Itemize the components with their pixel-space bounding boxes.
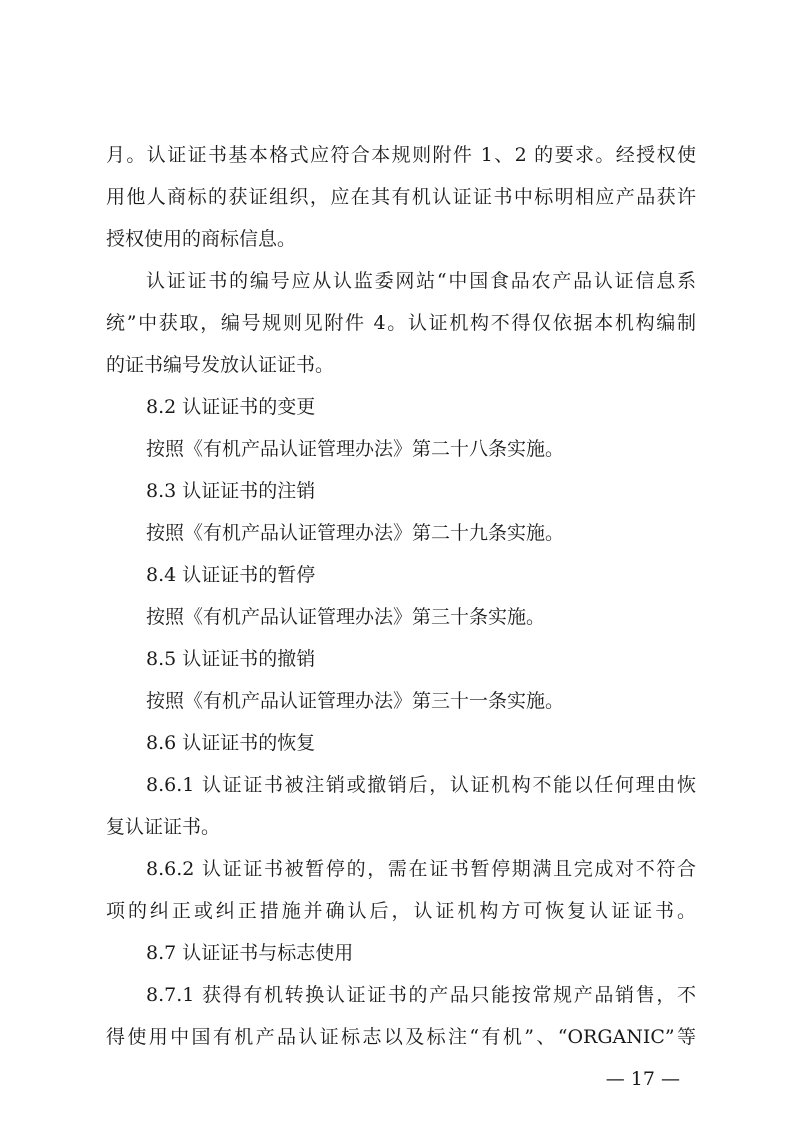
section-body-8-3: 按照《有机产品认证管理办法》第二十九条实施。	[146, 522, 565, 544]
paragraph-line-4: 认证证书的编号应从认监委网站“中国食品农产品认证信息系	[146, 270, 696, 292]
section-body-8-5: 按照《有机产品认证管理办法》第三十一条实施。	[146, 690, 565, 712]
section-body-8-2: 按照《有机产品认证管理办法》第二十八条实施。	[146, 438, 565, 460]
page-number: — 17 —	[605, 1068, 680, 1090]
section-heading-8-7: 8.7 认证证书与标志使用	[146, 942, 354, 964]
section-heading-8-3: 8.3 认证证书的注销	[146, 480, 316, 502]
section-body-8-4: 按照《有机产品认证管理办法》第三十条实施。	[146, 606, 546, 628]
clause-8-7-1-line-2: 得使用中国有机产品认证标志以及标注“有机”、“ORGANIC”等	[106, 1026, 696, 1048]
paragraph-line-6: 的证书编号发放认证证书。	[106, 354, 335, 376]
section-heading-8-4: 8.4 认证证书的暂停	[146, 564, 316, 586]
section-heading-8-2: 8.2 认证证书的变更	[146, 396, 316, 418]
paragraph-line-1: 月。认证证书基本格式应符合本规则附件 1、2 的要求。经授权使	[106, 144, 696, 166]
paragraph-line-3: 授权使用的商标信息。	[106, 228, 297, 250]
section-heading-8-5: 8.5 认证证书的撤销	[146, 648, 316, 670]
clause-8-6-1-line-1: 8.6.1 认证证书被注销或撤销后，认证机构不能以任何理由恢	[146, 774, 696, 796]
clause-8-6-2-line-1: 8.6.2 认证证书被暂停的，需在证书暂停期满且完成对不符合	[146, 858, 696, 880]
clause-8-7-1-line-1: 8.7.1 获得有机转换认证证书的产品只能按常规产品销售，不	[146, 984, 696, 1006]
section-heading-8-6: 8.6 认证证书的恢复	[146, 732, 316, 754]
paragraph-line-2: 用他人商标的获证组织，应在其有机认证证书中标明相应产品获许	[106, 186, 696, 208]
paragraph-line-5: 统”中获取，编号规则见附件 4。认证机构不得仅依据本机构编制	[106, 312, 696, 334]
clause-8-6-2-line-2: 项的纠正或纠正措施并确认后，认证机构方可恢复认证证书。	[106, 900, 696, 922]
clause-8-6-1-line-2: 复认证证书。	[106, 816, 221, 838]
